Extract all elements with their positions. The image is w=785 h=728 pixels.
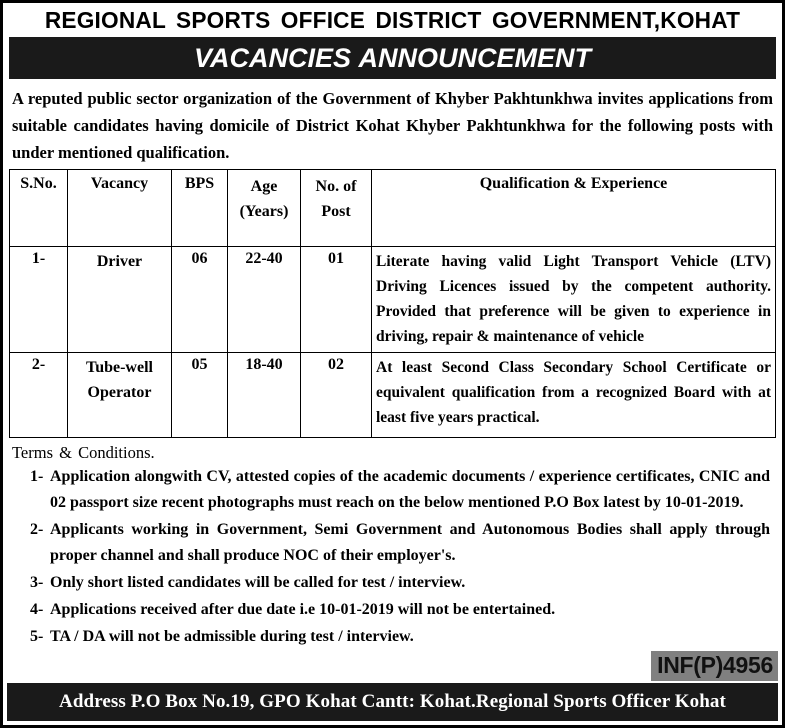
table-row (10, 247, 776, 353)
cell-sno: 2- (10, 353, 68, 438)
terms-list (3, 464, 782, 650)
organization-title: REGIONAL SPORTS OFFICE DISTRICT GOVERNMENT,KOHAT (44, 7, 741, 33)
footer-address-band (7, 683, 778, 721)
term-number: 2- (30, 521, 44, 539)
terms-heading: Terms & Conditions. (12, 443, 155, 463)
term-text: Application alongwith CV, attested copies of the academic documents / experience certificates, CNIC and 02 passport size recent photographs must reach on the below mentioned P.O Box latest by 10-01-2019. (50, 468, 770, 512)
term-text: Only short listed candidates will be called for test / interview. (50, 574, 466, 592)
column-header-post-line1: No. of (315, 178, 357, 196)
column-header-sno: S.No. (10, 170, 68, 247)
column-header-age-line1: Age (250, 178, 278, 196)
term-number: 4- (30, 601, 44, 619)
cell-vacancy: Tube-well Operator (68, 353, 172, 438)
intro-paragraph: A reputed public sector organization of the Government of Khyber Pakhtunkhwa invites applications from suitable candidates having domicile of District Kohat Khyber Pakhtunkhwa for the following posts with under mentioned qualification. (12, 89, 773, 162)
term-text: Applications received after due date i.e 10-01-2019 will not be entertained. (50, 601, 556, 619)
announcement-band (9, 37, 776, 79)
cell-vacancy: Driver (68, 247, 172, 353)
term-item (12, 624, 770, 650)
table-row (10, 353, 776, 438)
footer-address-text: Address P.O Box No.19, GPO Kohat Cantt: Kohat.Regional Sports Officer Kohat (59, 691, 726, 712)
term-text: Applicants working in Government, Semi Government and Autonomous Bodies shall apply through proper channel and shall produce NOC of their employer's. (50, 521, 770, 565)
announcement-title: VACANCIES ANNOUNCEMENT (193, 42, 591, 73)
term-item (12, 570, 770, 596)
table-header-row (10, 170, 776, 247)
vacancy-table (9, 169, 776, 438)
term-item (12, 517, 770, 569)
cell-posts: 01 (301, 247, 372, 353)
term-number: 1- (30, 468, 44, 486)
column-header-qualification: Qualification & Experience (372, 170, 776, 247)
cell-qualification: Literate having valid Light Transport Vehicle (LTV) Driving Licences issued by the competent authority. Provided that preference will be given to experience in driving, repair & maintenance of vehicle (372, 247, 776, 353)
column-header-no-of-post (301, 170, 372, 247)
term-number: 3- (30, 574, 44, 592)
column-header-age (228, 170, 301, 247)
cell-age: 22-40 (228, 247, 301, 353)
column-header-vacancy: Vacancy (68, 170, 172, 247)
term-text: TA / DA will not be admissible during test / interview. (50, 627, 414, 645)
term-item (12, 597, 770, 623)
cell-bps: 05 (172, 353, 228, 438)
cell-age: 18-40 (228, 353, 301, 438)
cell-sno: 1- (10, 247, 68, 353)
reference-zone (3, 651, 782, 683)
term-number: 5- (30, 627, 44, 645)
cell-qualification: At least Second Class Secondary School Certificate or equivalent qualification from a recognized Board with at least five years practical. (372, 353, 776, 438)
inf-reference-badge: INF(P)4956 (651, 651, 778, 681)
term-item (12, 464, 770, 516)
column-header-age-line2: (Years) (239, 203, 289, 221)
cell-bps: 06 (172, 247, 228, 353)
cell-posts: 02 (301, 353, 372, 438)
column-header-bps: BPS (172, 170, 228, 247)
column-header-post-line2: Post (321, 203, 351, 221)
vacancy-table-wrapper (3, 169, 782, 438)
